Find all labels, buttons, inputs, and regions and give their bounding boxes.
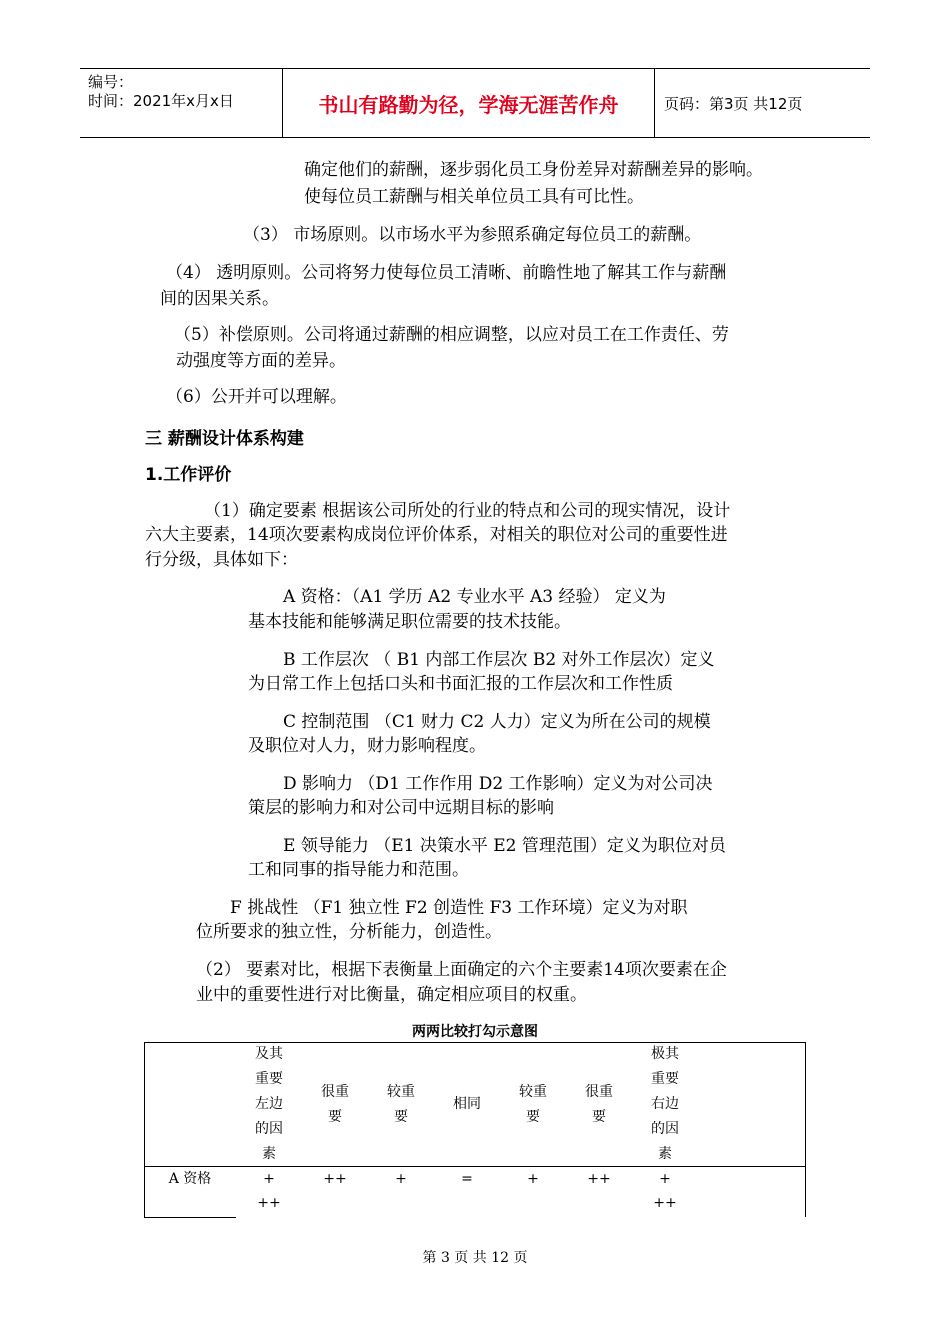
body-line: （1）确定要素 根据该公司所处的行业的特点和公司的现实情况，设计 (204, 501, 731, 521)
body-line: （3） 市场原则。以市场水平为参照系确定每位员工的薪酬。 (243, 225, 702, 245)
factor-item: 基本技能和能够满足职位需要的技术技能。 (248, 612, 571, 632)
comparison-table (144, 1042, 806, 1215)
table-bottom-border (144, 1217, 236, 1218)
factor-item: 工和同事的指导能力和范围。 (248, 860, 469, 880)
body-line: （5）补偿原则。公司将通过薪酬的相应调整，以应对员工在工作责任、劳 (174, 325, 729, 345)
body-line: （6）公开并可以理解。 (166, 387, 347, 407)
table-cell: + (527, 1171, 539, 1187)
header-page-number: 页码：第3页 共12页 (664, 94, 803, 113)
table-header-row (144, 1042, 806, 1167)
factor-item: A 资格：（A1 学历 A2 专业水平 A3 经验） 定义为 (283, 587, 666, 607)
body-line: 使每位员工薪酬与相关单位员工具有可比性。 (304, 187, 644, 207)
body-line: （2） 要素对比，根据下表衡量上面确定的六个主要素14项次要素在企 (196, 960, 727, 980)
factor-item: 位所要求的独立性，分析能力，创造性。 (196, 922, 502, 942)
table-caption: 两两比较打勾示意图 (412, 1024, 538, 1040)
table-cell: A 资格 (168, 1171, 212, 1187)
table-header-cell: 及其 重要 左边 的因 素 (255, 1046, 283, 1162)
body-line: 行分级，具体如下： (145, 550, 298, 570)
body-line: 六大主要素，14项次要素构成岗位评价体系，对相关的职位对公司的重要性进 (145, 525, 728, 545)
table-cell: = (461, 1171, 473, 1187)
header-time: 时间：2021年x月x日 (88, 92, 234, 110)
subsection-heading: 1.工作评价 (145, 465, 232, 485)
section-heading: 三 薪酬设计体系构建 (145, 429, 304, 449)
table-header-cell (698, 1042, 806, 1167)
table-header-cell: 很重 要 (321, 1083, 349, 1125)
page-header (80, 68, 870, 138)
table-header-cell: 极其 重要 右边 的因 素 (651, 1046, 679, 1162)
table-row (144, 1167, 806, 1215)
factor-item: F 挑战性 （F1 独立性 F2 创造性 F3 工作环境）定义为对职 (230, 898, 688, 918)
factor-item: E 领导能力 （E1 决策水平 E2 管理范围）定义为职位对员 (283, 836, 726, 856)
table-header-cell: 较重 要 (519, 1083, 547, 1125)
factor-item: 策层的影响力和对公司中远期目标的影响 (248, 798, 554, 818)
factor-item: C 控制范围 （C1 财力 C2 人力）定义为所在公司的规模 (283, 712, 711, 732)
factor-item: 为日常工作上包括口头和书面汇报的工作层次和工作性质 (248, 674, 673, 694)
table-cell: + ++ (257, 1171, 281, 1211)
header-slogan: 书山有路勤为径，学海无涯苦作舟 (283, 69, 655, 137)
factor-item: 及职位对人力，财力影响程度。 (248, 736, 486, 756)
factor-item: B 工作层次 （ B1 内部工作层次 B2 对外工作层次）定义 (283, 650, 715, 670)
body-line: （4） 透明原则。公司将努力使每位员工清晰、前瞻性地了解其工作与薪酬 (166, 263, 727, 283)
header-number: 编号： (88, 73, 134, 91)
factor-item: D 影响力 （D1 工作作用 D2 工作影响）定义为对公司决 (283, 774, 713, 794)
table-cell: ++ (323, 1171, 347, 1187)
page-footer: 第 3 页 共 12 页 (422, 1250, 528, 1266)
body-line: 间的因果关系。 (160, 289, 279, 309)
table-cell: ++ (587, 1171, 611, 1187)
table-cell (698, 1167, 806, 1215)
table-cell: + (395, 1171, 407, 1187)
table-header-cell: 较重 要 (387, 1083, 415, 1125)
body-line: 确定他们的薪酬，逐步弱化员工身份差异对薪酬差异的影响。 (304, 160, 763, 180)
table-header-cell (144, 1042, 236, 1167)
table-header-cell: 很重 要 (585, 1083, 613, 1125)
body-line: 动强度等方面的差异。 (176, 351, 346, 371)
header-meta (80, 69, 283, 137)
table-header-cell: 相同 (453, 1096, 481, 1112)
body-line: 业中的重要性进行对比衡量，确定相应项目的权重。 (196, 985, 587, 1005)
table-cell: + ++ (653, 1171, 677, 1211)
